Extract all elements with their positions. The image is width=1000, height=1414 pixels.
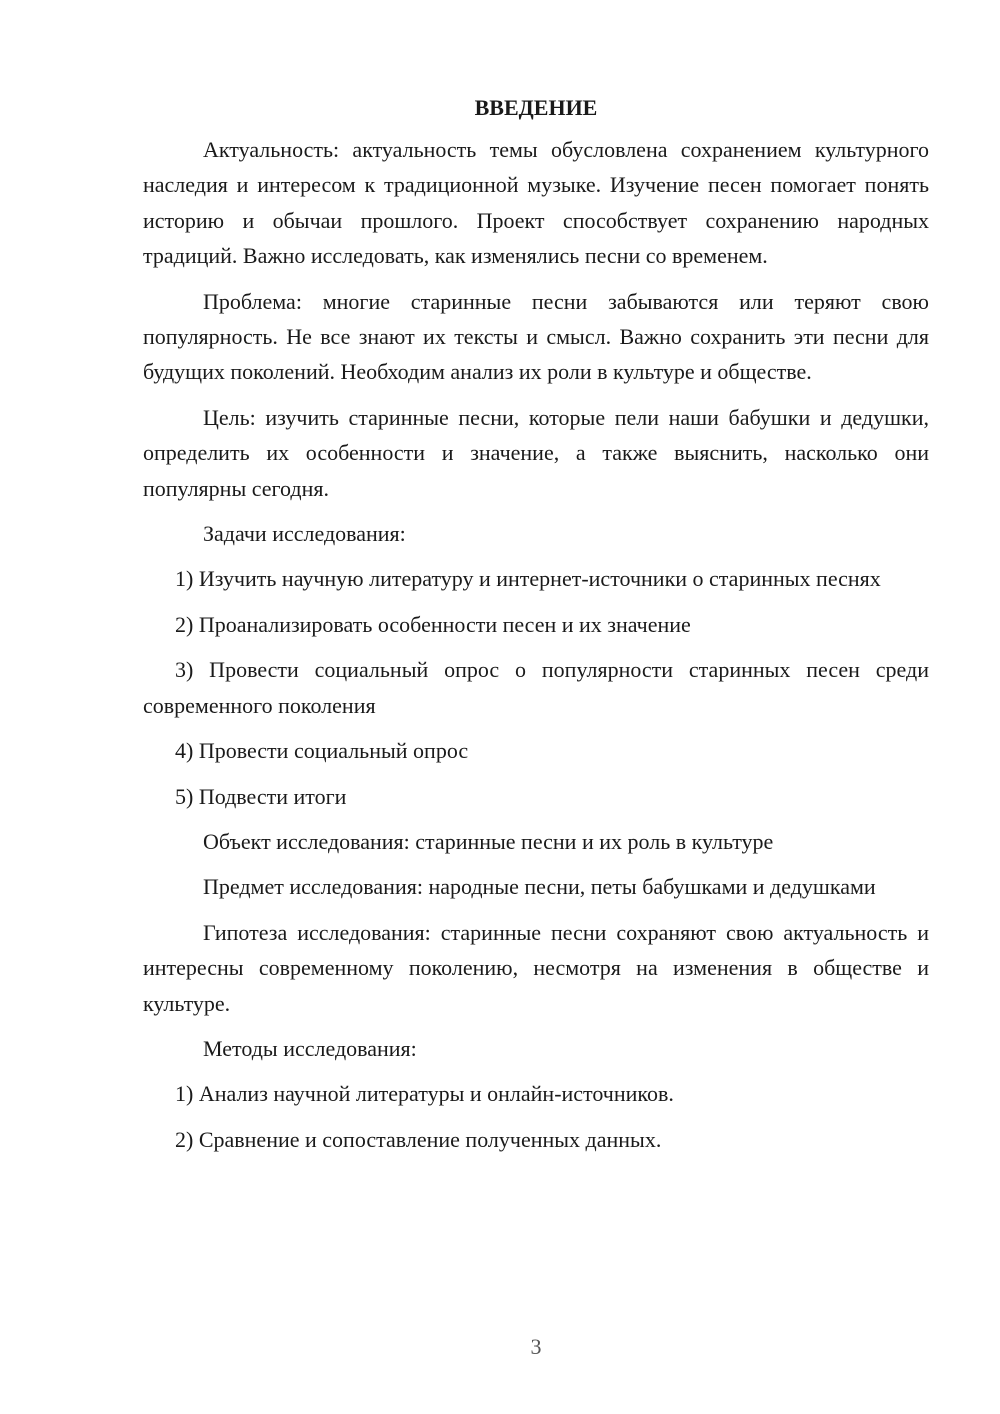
method-item-1: 1) Анализ научной литературы и онлайн-источников. — [175, 1081, 674, 1107]
method-item-2: 2) Сравнение и сопоставление полученных данных. — [175, 1126, 662, 1152]
object-paragraph: Объект исследования: старинные песни и их роль в культуре — [203, 828, 774, 854]
task-item-1: 1) Изучить научную литературу и интернет-источники о старинных песнях — [175, 566, 881, 592]
task-item-5: 5) Подвести итоги — [175, 783, 347, 809]
problem-paragraph: Проблема: многие старинные песни забываются или теряют свою популярность. Не все знают их тексты и смысл. Важно сохранить эти песни для будущих поколений. Необходим анализ их роли в культуре и обществе. — [143, 288, 929, 385]
task-item-4: 4) Провести социальный опрос — [175, 738, 469, 764]
task-item-2: 2) Проанализировать особенности песен и их значение — [175, 611, 691, 637]
document-page — [143, 90, 929, 1167]
methods-heading: Методы исследования: — [203, 1035, 417, 1061]
goal-paragraph: Цель: изучить старинные песни, которые пели наши бабушки и дедушки, определить их особенности и значение, а также выяснить, насколько они популярны сегодня. — [143, 404, 929, 501]
task-item-3: 3) Провести социальный опрос о популярности старинных песен среди современного поколения — [143, 657, 929, 718]
hypothesis-paragraph: Гипотеза исследования: старинные песни сохраняют свою актуальность и интересны современному поколению, несмотря на изменения в обществе и культуре. — [143, 919, 929, 1016]
page-number: 3 — [530, 1334, 542, 1359]
subject-paragraph: Предмет исследования: народные песни, петы бабушками и дедушками — [203, 874, 876, 900]
relevance-paragraph: Актуальность: актуальность темы обусловлена сохранением культурного наследия и интересом к традиционной музыке. Изучение песен помогает понять историю и обычаи прошлого. Проект способствует сохранению народных традиций. Важно исследовать, как изменялись песни со временем. — [143, 137, 929, 269]
tasks-heading: Задачи исследования: — [203, 521, 406, 547]
page-title: ВВЕДЕНИЕ — [474, 95, 598, 120]
